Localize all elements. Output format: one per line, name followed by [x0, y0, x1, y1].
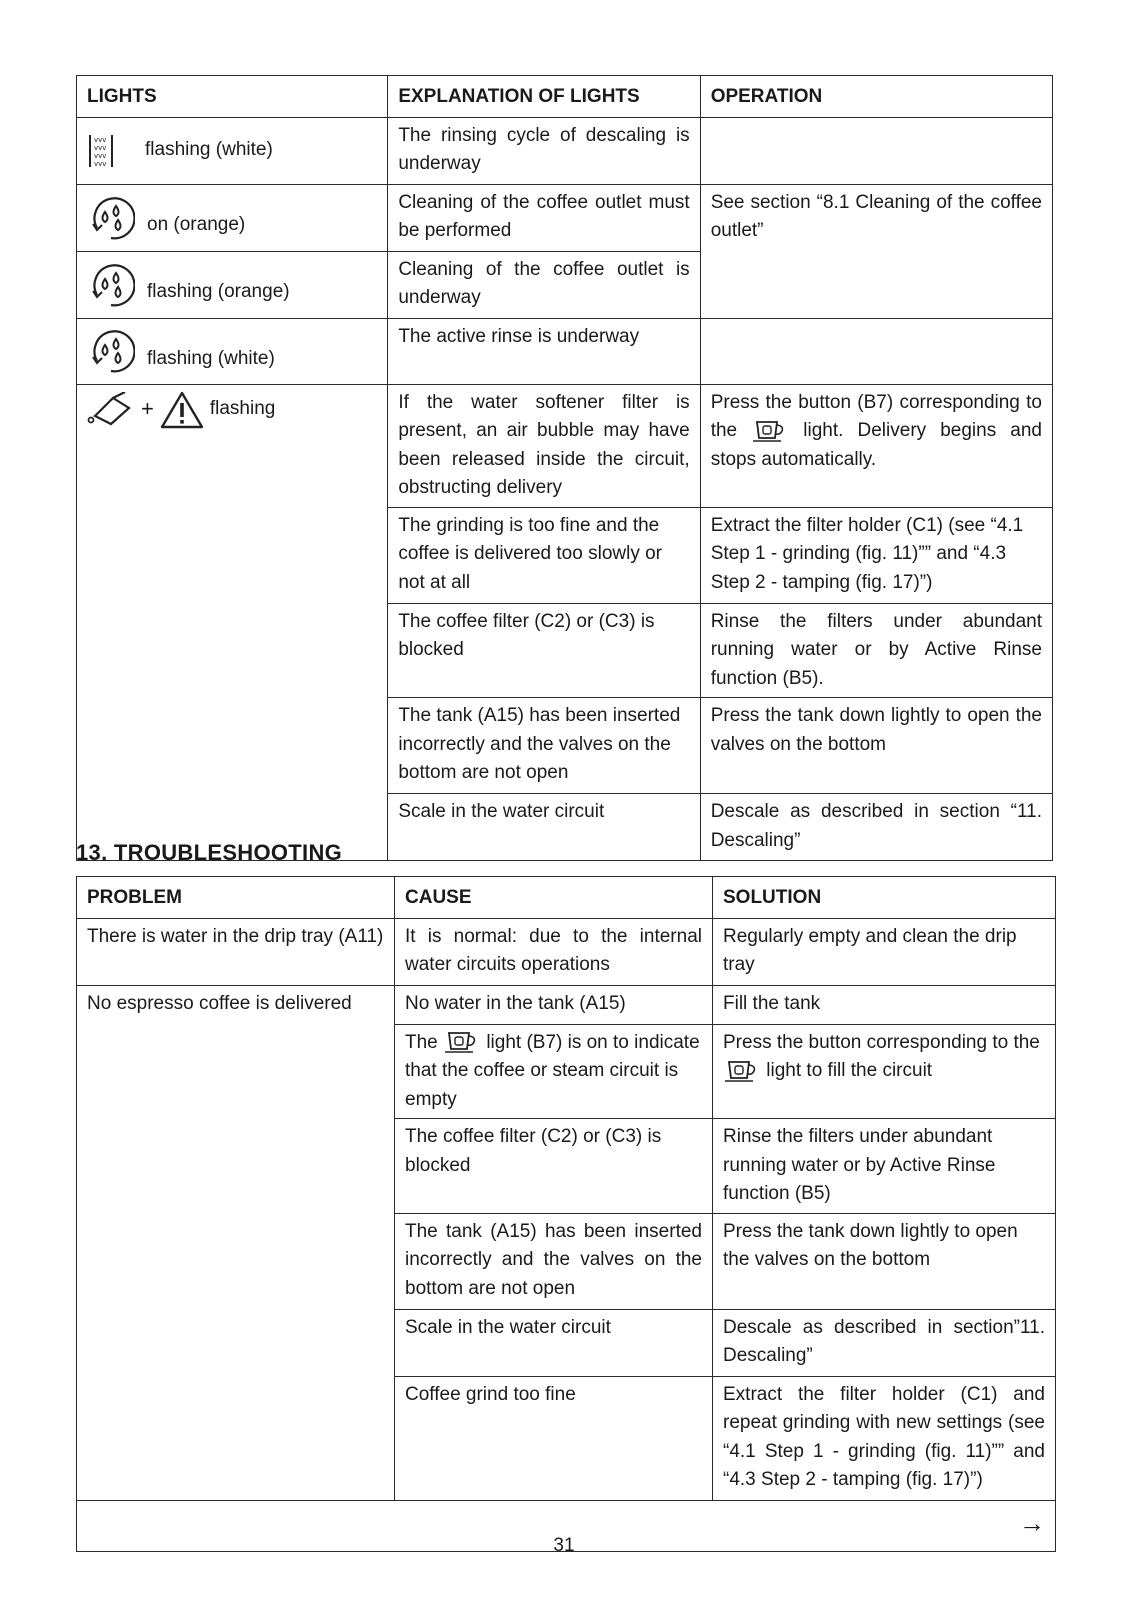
coffee-outlet-clean-icon: [87, 194, 135, 242]
explanation-cell: Scale in the water circuit: [388, 794, 700, 861]
explanation-cell: The rinsing cycle of descaling is underway: [388, 117, 700, 184]
solution-cell: Fill the tank: [713, 985, 1056, 1024]
cup-icon: [725, 1060, 759, 1082]
header-operation: OPERATION: [700, 76, 1052, 118]
solution-text: light to fill the circuit: [766, 1060, 933, 1081]
cause-cell: Scale in the water circuit: [395, 1309, 713, 1376]
svg-text:vvv: vvv: [94, 143, 107, 152]
light-label: flashing: [209, 398, 276, 420]
explanation-cell: If the water softener filter is present, an air bubble may have been released inside the circuit, obstructing delivery: [388, 384, 700, 507]
solution-cell: [713, 1024, 1056, 1119]
light-cell: [77, 251, 388, 318]
coffee-outlet-clean-icon: [87, 261, 135, 309]
table-row: [77, 184, 1053, 251]
cause-text: light (B7) is on to indicate that the coffee or steam circuit is empty: [405, 1031, 700, 1110]
explanation-cell: Cleaning of the coffee outlet must be performed: [388, 184, 700, 251]
cause-text: The: [405, 1031, 438, 1053]
cause-cell: [395, 1024, 713, 1119]
problem-cell: There is water in the drip tray (A11): [77, 918, 395, 985]
warning-icon: [160, 391, 204, 429]
light-label: flashing (white): [147, 347, 275, 369]
cause-cell: No water in the tank (A15): [395, 985, 713, 1024]
light-cell: [77, 184, 388, 251]
section-title: 13. TROUBLESHOOTING: [76, 840, 343, 865]
header-solution: SOLUTION: [713, 877, 1056, 919]
solution-text: Press the button corresponding to the: [723, 1031, 1040, 1053]
explanation-cell: The active rinse is underway: [388, 318, 700, 384]
svg-text:vvv: vvv: [94, 135, 107, 144]
cup-icon: [753, 420, 787, 442]
explanation-cell: The coffee filter (C2) or (C3) is blocked: [388, 603, 700, 698]
explanation-cell: The tank (A15) has been inserted incorrectly and the valves on the bottom are not open: [388, 698, 700, 794]
header-explanation: EXPLANATION OF LIGHTS: [388, 76, 700, 118]
light-cell: [77, 117, 388, 184]
operation-cell: [700, 384, 1052, 507]
solution-cell: Descale as described in section”11. Descaling”: [713, 1309, 1056, 1376]
lights-table: [76, 75, 1053, 861]
operation-text: Press the button (B7) corresponding to the: [710, 391, 1042, 441]
operation-cell: Rinse the filters under abundant running water or by Active Rinse function (B5).: [700, 603, 1052, 698]
light-cell: [77, 384, 388, 861]
explanation-cell: Cleaning of the coffee outlet is underway: [388, 251, 700, 318]
table-row: [77, 384, 1053, 507]
solution-cell: Press the tank down lightly to open the valves on the bottom: [713, 1213, 1056, 1309]
cause-cell: It is normal: due to the internal water circuits operations: [395, 918, 713, 985]
operation-cell: [700, 117, 1052, 184]
table-header-row: [77, 877, 1056, 919]
arrow-right-icon: →: [1019, 1507, 1045, 1538]
svg-text:vvv: vvv: [94, 159, 107, 168]
light-label: flashing (orange): [147, 281, 290, 303]
troubleshooting-table: [76, 876, 1056, 1552]
light-label: on (orange): [147, 214, 246, 236]
table-row: [77, 318, 1053, 384]
header-problem: PROBLEM: [77, 877, 395, 919]
cause-cell: The coffee filter (C2) or (C3) is blocked: [395, 1119, 713, 1214]
table-row: [77, 918, 1056, 985]
header-lights: LIGHTS: [77, 76, 388, 118]
operation-cell: See section “8.1 Cleaning of the coffee outlet”: [700, 184, 1052, 318]
light-cell: [77, 318, 388, 384]
cause-cell: Coffee grind too fine: [395, 1376, 713, 1500]
solution-cell: Regularly empty and clean the drip tray: [713, 918, 1056, 985]
filter-icon: [87, 392, 135, 428]
problem-cell: No espresso coffee is delivered: [77, 985, 395, 1500]
light-label: flashing (white): [145, 139, 273, 161]
plus-sign: +: [141, 396, 154, 422]
page-number: 31: [553, 1535, 575, 1556]
operation-cell: Press the tank down lightly to open the valves on the bottom: [700, 698, 1052, 794]
cause-cell: The tank (A15) has been inserted incorrectly and the valves on the bottom are not open: [395, 1213, 713, 1309]
operation-cell: [700, 318, 1052, 384]
table-header-row: [77, 76, 1053, 118]
table-row: [77, 117, 1053, 184]
cup-icon: [445, 1031, 479, 1053]
header-cause: CAUSE: [395, 877, 713, 919]
coffee-outlet-clean-icon: [87, 327, 135, 375]
svg-text:vvv: vvv: [94, 151, 107, 160]
table-row: [77, 985, 1056, 1024]
explanation-cell: The grinding is too fine and the coffee is delivered too slowly or not at all: [388, 507, 700, 603]
operation-cell: Extract the filter holder (C1) (see “4.1 Step 1 - grinding (fig. 11)”” and “4.3 Step 2 - tamping (fig. 17)”): [700, 507, 1052, 603]
solution-cell: Extract the filter holder (C1) and repeat grinding with new settings (see “4.1 Step 1 - grinding (fig. 11)”” and “4.3 Step 2 - tamping (fig. 17)”): [713, 1376, 1056, 1500]
operation-text: light. Delivery begins and stops automatically.: [710, 420, 1042, 470]
operation-cell: Descale as described in section “11. Descaling”: [700, 794, 1052, 861]
descale-icon: [87, 133, 115, 169]
solution-cell: Rinse the filters under abundant running water or by Active Rinse function (B5): [713, 1119, 1056, 1214]
